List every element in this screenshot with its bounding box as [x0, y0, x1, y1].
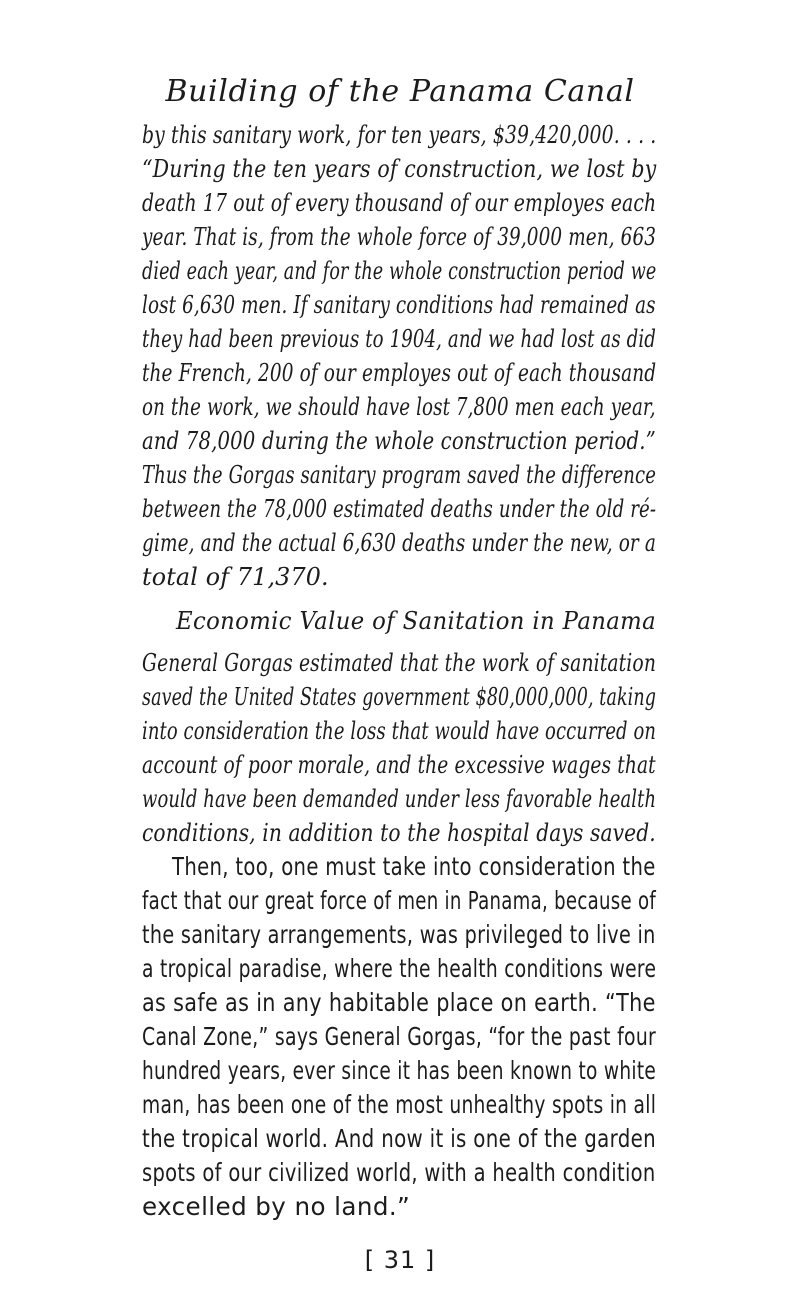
body-line: Thus the Gorgas sanitary program saved the difference [142, 461, 657, 489]
body-line: gime, and the actual 6,630 deaths under the new, or a [142, 529, 657, 557]
body-line: they had been previous to 1904, and we had lost as did [142, 325, 656, 353]
body-line: on the work, we should have lost 7,800 men each year, [142, 393, 656, 421]
body-line: would have been demanded under less favorable health [142, 785, 657, 813]
body-line: account of poor morale, and the excessive wages that [142, 751, 656, 779]
running-head: Building of the Panama Canal [165, 74, 635, 109]
body-line: “During the ten years of construction, we lost by [142, 155, 657, 183]
body-line: fact that our great force of men in Panama, because of [142, 886, 657, 915]
body-line: between the 78,000 estimated deaths under the old ré- [142, 495, 657, 523]
body-line: excelled by no land.” [142, 1192, 411, 1221]
body-line: total of 71,370. [142, 563, 329, 591]
page-number: [ 31 ] [364, 1246, 436, 1274]
body-line: spots of our civilized world, with a health condition [142, 1158, 656, 1187]
body-line: the French, 200 of our employes out of each thousand [142, 359, 657, 387]
body-line: lost 6,630 men. If sanitary conditions had remained as [142, 291, 656, 319]
section-heading: Economic Value of Sanitation in Panama [176, 607, 657, 635]
body-line: by this sanitary work, for ten years, $39,420,000. . . . [142, 121, 657, 149]
body-line: hundred years, ever since it has been known to white [142, 1056, 657, 1085]
body-line: as safe as in any habitable place on earth. “The [142, 988, 656, 1017]
body-line: General Gorgas estimated that the work of sanitation [142, 649, 657, 677]
body-line: the sanitary arrangements, was privileged to live in [142, 920, 656, 949]
body-line: into consideration the loss that would have occurred on [142, 717, 657, 745]
body-line: year. That is, from the whole force of 39,000 men, 663 [142, 223, 657, 251]
body-line: the tropical world. And now it is one of the garden [142, 1124, 656, 1153]
body-line: saved the United States government $80,000,000, taking [142, 683, 657, 711]
body-line: a tropical paradise, where the health conditions were [142, 954, 657, 983]
body-line: Then, too, one must take into consideration the [172, 852, 656, 881]
body-line: Canal Zone,” says General Gorgas, “for the past four [142, 1022, 657, 1051]
body-line: man, has been one of the most unhealthy spots in all [142, 1090, 657, 1119]
body-line: death 17 out of every thousand of our employes each [142, 189, 657, 217]
body-line: died each year, and for the whole construction period we [142, 257, 657, 285]
body-line: conditions, in addition to the hospital days saved. [142, 819, 656, 847]
body-line: and 78,000 during the whole construction period.” [142, 427, 656, 455]
